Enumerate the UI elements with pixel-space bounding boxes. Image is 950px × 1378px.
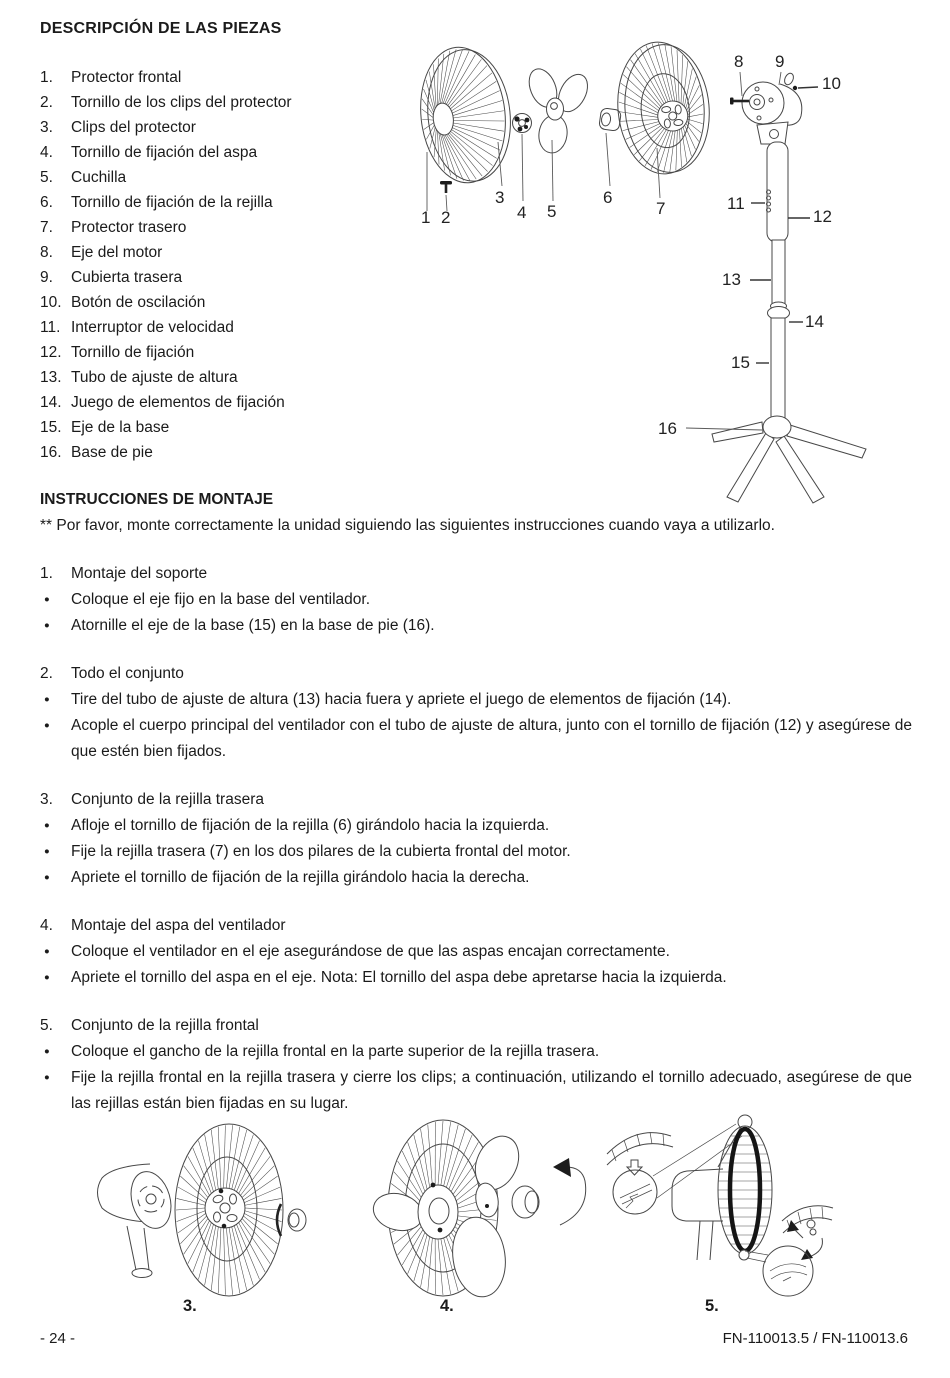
part-label: Interruptor de velocidad <box>71 319 234 336</box>
diagram-label-9: 9 <box>775 52 785 71</box>
diagram-label-3: 3 <box>495 188 505 207</box>
step-title: Montaje del aspa del ventilador <box>71 917 286 934</box>
part-label: Tornillo de los clips del protector <box>71 94 292 111</box>
part-item <box>40 169 410 194</box>
part-label: Tornillo de fijación del aspa <box>71 144 258 161</box>
model-number: FN-110013.5 / FN-110013.6 <box>722 1330 908 1347</box>
part-number: 7. <box>40 219 53 236</box>
part-label: Tubo de ajuste de altura <box>71 369 238 386</box>
step-bullet: ● Fije la rejilla frontal en la rejilla trasera y cierre los clips; a continuación, utilizando el tornillo adecuado, asegúrese de que las rejillas están bien fijadas en su lugar. <box>40 1065 912 1117</box>
page-number: - 24 - <box>40 1330 76 1347</box>
step-title: Todo el conjunto <box>71 665 184 682</box>
parts-list <box>40 69 410 469</box>
diagram-label-7: 7 <box>656 199 666 218</box>
step-number: 3. <box>40 791 53 808</box>
step-title: Montaje del soporte <box>71 565 208 582</box>
part-number: 1. <box>40 69 53 86</box>
part-item <box>40 144 410 169</box>
part-item <box>40 294 410 319</box>
part-label: Protector frontal <box>71 69 182 86</box>
diagram-label-1: 1 <box>421 208 431 227</box>
figure-3-diagram <box>75 1120 385 1302</box>
part-item <box>40 119 410 144</box>
step-title: Conjunto de la rejilla trasera <box>71 791 264 808</box>
part-label: Tornillo de fijación <box>71 344 195 361</box>
part-label: Eje del motor <box>71 244 163 261</box>
diagram-label-8: 8 <box>734 52 744 71</box>
part-label: Juego de elementos de fijación <box>71 394 285 411</box>
part-number: 6. <box>40 194 53 211</box>
assembly-step-1 <box>40 561 912 639</box>
part-number: 12. <box>40 344 62 361</box>
part-item <box>40 69 410 94</box>
part-label: Protector trasero <box>71 219 187 236</box>
assembly-step-2 <box>40 661 912 765</box>
step-bullet: ● Apriete el tornillo del aspa en el eje. Nota: El tornillo del aspa debe apretarse hacia la izquierda. <box>40 965 912 991</box>
diagram-label-15: 15 <box>731 353 750 372</box>
step-bullet: ● Tire del tubo de ajuste de altura (13) hacia fuera y apriete el juego de elementos de fijación (14). <box>40 687 912 713</box>
part-number: 16. <box>40 444 62 461</box>
part-number: 3. <box>40 119 53 136</box>
part-item <box>40 369 410 394</box>
part-number: 5. <box>40 169 53 186</box>
diagram-label-5: 5 <box>547 202 557 221</box>
part-item <box>40 344 410 369</box>
step-number: 1. <box>40 565 53 582</box>
part-item <box>40 419 410 444</box>
part-label: Cuchilla <box>71 169 127 186</box>
diagram-label-6: 6 <box>603 188 613 207</box>
figure-5-label: 5. <box>705 1297 719 1315</box>
part-item <box>40 94 410 119</box>
step-bullet: ● Apriete el tornillo de fijación de la rejilla girándolo hacia la derecha. <box>40 865 912 891</box>
part-number: 14. <box>40 394 62 411</box>
part-label: Cubierta trasera <box>71 269 183 286</box>
step-bullet: ● Coloque el gancho de la rejilla frontal en la parte superior de la rejilla trasera. <box>40 1039 912 1065</box>
part-item <box>40 194 410 219</box>
part-item <box>40 394 410 419</box>
part-number: 8. <box>40 244 53 261</box>
part-number: 2. <box>40 94 53 111</box>
figure-5-diagram <box>595 1108 950 1308</box>
step-number: 5. <box>40 1017 53 1034</box>
step-title: Conjunto de la rejilla frontal <box>71 1017 259 1034</box>
assembly-instructions <box>40 487 912 1117</box>
part-item <box>40 319 410 344</box>
step-bullet: ● Fije la rejilla trasera (7) en los dos pilares de la cubierta frontal del motor. <box>40 839 912 865</box>
step-bullet: ● Atornille el eje de la base (15) en la base de pie (16). <box>40 613 912 639</box>
figure-3-label: 3. <box>183 1297 197 1315</box>
part-number: 9. <box>40 269 53 286</box>
section-title: INSTRUCCIONES DE MONTAJE <box>40 491 274 508</box>
figure-4-diagram <box>358 1118 633 1306</box>
figure-4-label: 4. <box>440 1297 454 1315</box>
diagram-label-13: 13 <box>722 270 741 289</box>
diagram-label-4: 4 <box>517 203 527 222</box>
step-bullet: ● Afloje el tornillo de fijación de la rejilla (6) girándolo hacia la izquierda. <box>40 813 912 839</box>
step-bullet: ● Coloque el eje fijo en la base del ventilador. <box>40 587 912 613</box>
diagram-label-2: 2 <box>441 208 451 227</box>
part-item <box>40 244 410 269</box>
step-number: 4. <box>40 917 53 934</box>
step-bullet: ● Coloque el ventilador en el eje asegurándose de que las aspas encajan correctamente. <box>40 939 912 965</box>
step-bullet: ● Acople el cuerpo principal del ventilador con el tubo de ajuste de altura, junto con el tornillo de fijación (12) y asegúrese de que estén bien fijados. <box>40 713 912 765</box>
part-label: Eje de la base <box>71 419 170 436</box>
part-label: Tornillo de fijación de la rejilla <box>71 194 273 211</box>
part-label: Botón de oscilación <box>71 294 206 311</box>
part-number: 4. <box>40 144 53 161</box>
page-title: DESCRIPCIÓN DE LAS PIEZAS <box>40 20 282 37</box>
part-item <box>40 219 410 244</box>
diagram-label-14: 14 <box>805 312 824 331</box>
assembly-step-3 <box>40 787 912 891</box>
diagram-label-16: 16 <box>658 419 677 438</box>
diagram-label-11: 11 <box>727 194 745 213</box>
part-item <box>40 269 410 294</box>
instructions-note: ** Por favor, monte correctamente la unidad siguiendo las siguientes instrucciones cuando vaya a utilizarlo. <box>40 517 775 534</box>
part-number: 11. <box>40 319 61 336</box>
part-label: Base de pie <box>71 444 153 461</box>
part-number: 13. <box>40 369 62 386</box>
part-label: Clips del protector <box>71 119 196 136</box>
assembly-step-5 <box>40 1013 912 1117</box>
part-item <box>40 444 410 469</box>
diagram-label-10: 10 <box>822 74 841 93</box>
assembly-step-4 <box>40 913 912 991</box>
part-number: 15. <box>40 419 62 436</box>
diagram-label-12: 12 <box>813 207 832 226</box>
part-number: 10. <box>40 294 62 311</box>
exploded-fan-diagram <box>410 30 950 510</box>
step-number: 2. <box>40 665 53 682</box>
